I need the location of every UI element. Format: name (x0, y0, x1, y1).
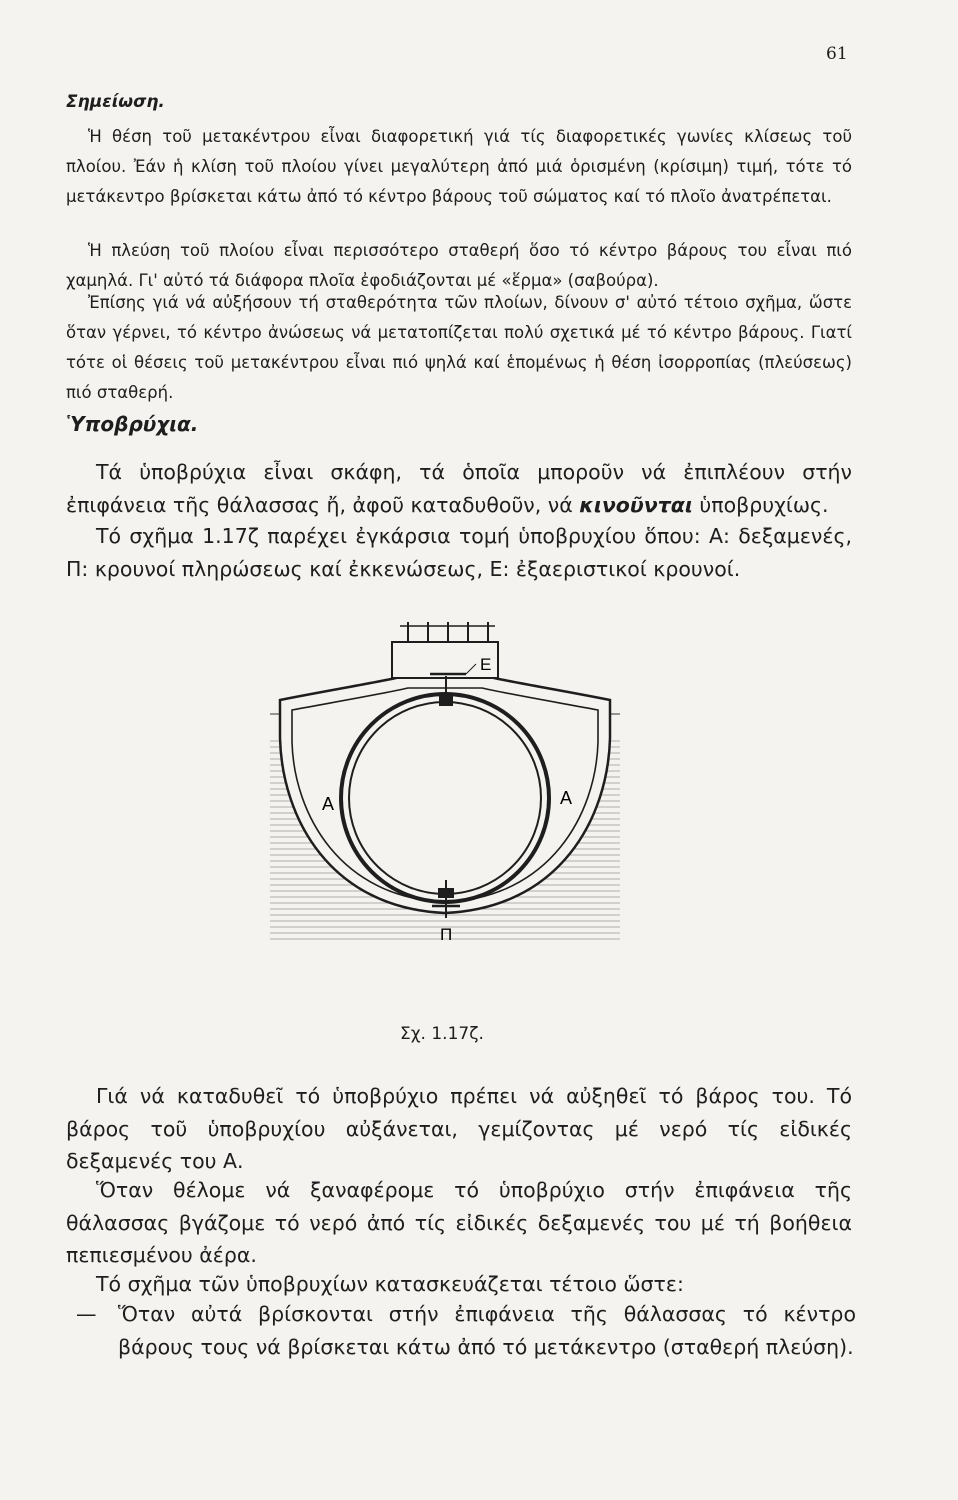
note-heading: Σημείωση. (66, 92, 165, 112)
body-paragraph-1: Γιά νά καταδυθεῖ τό ὑποβρύχιο πρέπει νά αὐξηθεῖ τό βάρος του. Τό βάρος τοῦ ὑποβρυχίου αὐξάνεται, γεμίζοντας μέ νερό τίς εἰδικές δεξαμενές του Α. (66, 1084, 852, 1173)
page-number: 61 (826, 44, 848, 64)
label-vent: Ε (480, 655, 492, 674)
body-paragraph-3: Τό σχῆμα τῶν ὑποβρυχίων κατασκευάζεται τέτοιο ὥστε: (96, 1272, 684, 1296)
note-paragraph-1: Ἡ θέση τοῦ μετακέντρου εἶναι διαφορετική γιά τίς διαφορετικές γωνίες κλίσεως τοῦ πλοίου. Ἐάν ἡ κλίση τοῦ πλοίου γίνει μεγαλύτερη ἀπό μιά ὁρισμένη (κρίσιμη) τιμή, τότε τό μετάκεντρο βρίσκεται κάτω ἀπό τό κέντρο βάρους τοῦ σώματος καί τό πλοῖο ἀνατρέπεται. (66, 127, 852, 206)
dash-marker: — (76, 1302, 97, 1326)
submarines-paragraph-2: Τό σχῆμα 1.17ζ παρέχει ἐγκάρσια τομή ὑποβρυχίου ὅπου: Α: δεξαμενές, Π: κρουνοί πληρώσεως καί ἐκκενώσεως, Ε: ἐξαεριστικοί κρουνοί. (66, 524, 852, 581)
submarine-cross-section-figure (270, 618, 620, 978)
label-flood-valve: Π (440, 925, 453, 944)
note-paragraph-3: Ἐπίσης γιά νά αὐξήσουν τή σταθερότητα τῶν πλοίων, δίνουν σ' αὐτό τέτοιο σχῆμα, ὥστε ὅταν γέρνει, τό κέντρο ἀνώσεως νά μετατοπίζεται πολύ σχετικά μέ τό κέντρο βάρους. Γιατί τότε οἱ θέσεις τοῦ μετακέντρου εἶναι πιό ψηλά καί ἑπομένως ἡ θέση ἰσορροπίας (πλεύσεως) πιό σταθερή. (66, 293, 852, 402)
tower-masts (400, 622, 495, 642)
submarines-paragraph-1 (66, 456, 852, 521)
dash-item-text: Ὅταν αὐτά βρίσκονται στήν ἐπιφάνεια τῆς θάλασσας τό κέντρο βάρους τους νά βρίσκεται κάτω ἀπό τό μετάκεντρο (σταθερή πλεύση). (118, 1302, 856, 1359)
p1-text-start: Τά ὑποβρύχια εἶναι σκάφη, τά ὁποῖα μποροῦν νά ἐπιπλέουν στήν ἐπιφάνεια τῆς θάλασσας ἤ, ἀφοῦ καταδυθοῦν, νά (66, 460, 852, 517)
figure-caption: Σχ. 1.17ζ. (400, 1024, 484, 1044)
dash-list-item (76, 1298, 856, 1363)
label-tank-left: Α (322, 794, 335, 814)
submarine-diagram (270, 618, 620, 978)
note-paragraph-2: Ἡ πλεύση τοῦ πλοίου εἶναι περισσότερο σταθερή ὅσο τό κέντρο βάρους του εἶναι πιό χαμηλά. Γι' αὐτό τά διάφορα πλοῖα ἐφοδιάζονται μέ «ἕρμα» (σαβούρα). (66, 241, 852, 290)
pressure-hull-inner (349, 702, 541, 894)
p1-text-end: ὑποβρυχίως. (692, 492, 829, 517)
label-tank-right: Α (560, 788, 573, 808)
section-heading-submarines: Ὑποβρύχια. (66, 412, 199, 436)
body-paragraph-2: Ὅταν θέλομε νά ξαναφέρομε τό ὑποβρύχιο στήν ἐπιφάνεια τῆς θάλασσας βγάζομε τό νερό ἀπό τίς εἰδικές δεξαμενές του μέ τή βοήθεια πεπιεσμένου ἀέρα. (66, 1178, 852, 1267)
p1-bold-word: κινοῦνται (579, 492, 693, 517)
